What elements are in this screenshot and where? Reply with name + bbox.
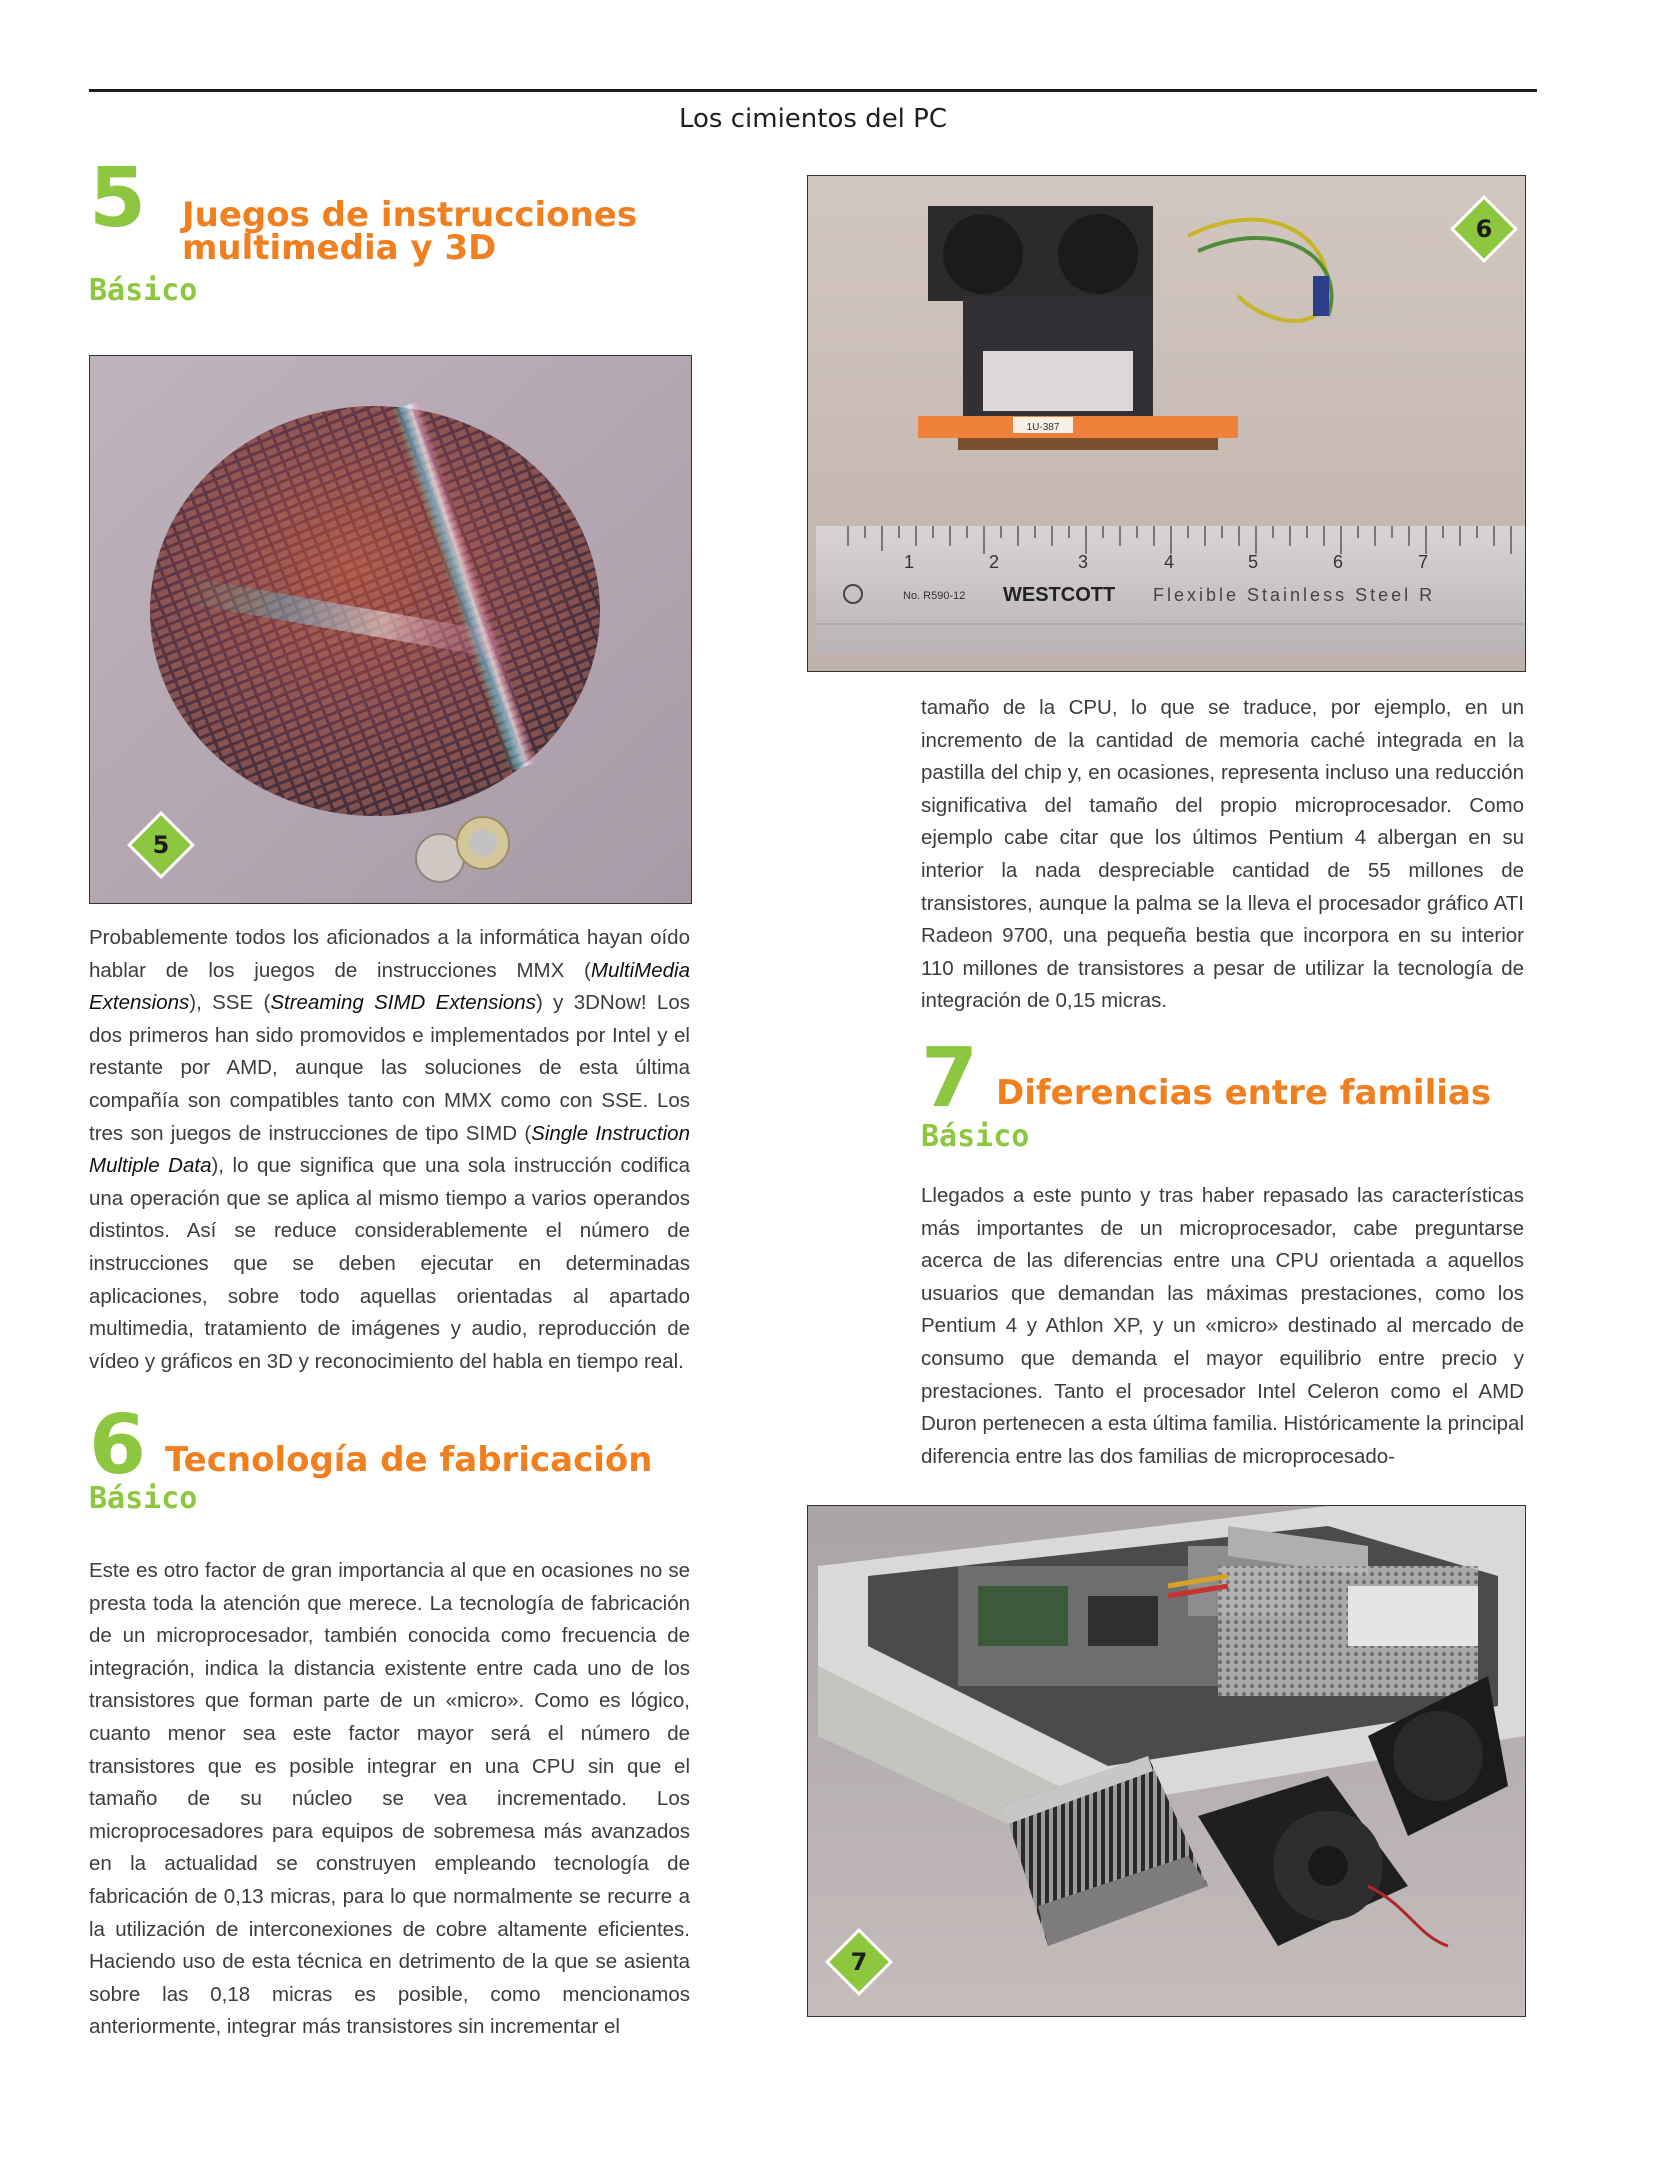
section-5-title-line-1: Juegos de instrucciones	[182, 195, 638, 235]
figure-7-open-pc-photo	[807, 1505, 1526, 2017]
section-5-title-line-2: multimedia y 3D	[182, 228, 497, 268]
ruler-model: No. R590-12	[903, 590, 966, 602]
section-5-level: Básico	[89, 273, 198, 308]
open-pc-illustration	[808, 1506, 1525, 2016]
wafer-illustration	[90, 356, 691, 903]
ruler-number: 2	[989, 552, 1000, 572]
ruler-number: 6	[1333, 552, 1344, 572]
section-7-number: 7	[921, 1031, 979, 1126]
figure-6-cpu-ruler-photo	[807, 175, 1526, 672]
text-run: Probablemente todos los aficionados a la informática hayan oído hablar de los juegos de instrucciones MMX (	[89, 926, 690, 982]
ruler-number: 5	[1248, 552, 1259, 572]
ruler-number: 3	[1078, 552, 1089, 572]
section-6-continuation-paragraph: tamaño de la CPU, lo que se traduce, por ejemplo, en un incremento de la cantidad de memoria caché integrada en la pastilla del chip y, en ocasiones, representa incluso una reducción significativa del tamaño del propio microprocesador. Como ejemplo cabe citar que los últimos Pentium 4 albergan en su interior la nada despreciable cantidad de 55 millones de transistores, aunque la palma se la lleva el procesador gráfico ATI Radeon 9700, una pequeña bestia que incorpora en su interior 110 millones de transistores a pesar de utilizar la tecnología de integración de 0,15 micras.	[921, 696, 1524, 1013]
ruler-number: 4	[1164, 552, 1175, 572]
italic-term: Single Instruction Multiple Data	[89, 1121, 690, 1178]
ruler-number: 7	[1418, 552, 1429, 572]
section-6-body	[89, 1555, 690, 2044]
section-5-paragraph	[89, 922, 690, 1378]
figure-5-wafer-photo	[89, 355, 692, 904]
section-6-number: 6	[89, 1398, 147, 1493]
chip-label: 1U-387	[1026, 422, 1060, 433]
section-6-level: Básico	[89, 1481, 198, 1516]
section-7-body	[921, 1180, 1524, 1473]
text-run: ) y 3DNow! Los dos primeros han sido promovidos e implementados por Intel y el restante por AMD, aunque las soluciones de esta última compañía son compatibles tanto con MMX como con SSE. Los tres son juegos de instrucciones de tipo SIMD (	[89, 991, 690, 1145]
section-7-level: Básico	[921, 1119, 1030, 1154]
cpu-ruler-illustration	[808, 176, 1525, 671]
section-6-continuation-body	[921, 692, 1524, 1018]
text-run: ), SSE (	[189, 991, 271, 1015]
section-5-body	[89, 922, 690, 1378]
text-run: ), lo que significa que una sola instrucción codifica una operación que se aplica al mismo tiempo a varios operandos distintos. Así se reduce considerablemente el número de instrucciones que se deben ejecutar en determinadas aplicaciones, sobre todo aquellas orientadas al apartado multimedia, tratamiento de imágenes y audio, reproducción de vídeo y gráficos en 3D y reconocimiento del habla en tiempo real.	[89, 1154, 690, 1373]
header-rule	[89, 89, 1537, 92]
ruler-description: Flexible Stainless Steel R	[1153, 585, 1436, 605]
section-5-number: 5	[89, 151, 147, 246]
figure-6-badge-label: 6	[1475, 215, 1493, 243]
italic-term: Streaming SIMD Extensions	[270, 991, 536, 1015]
ruler-number: 1	[904, 552, 915, 572]
section-6-paragraph: Este es otro factor de gran importancia al que en ocasiones no se presta toda la atención que merece. La tecnología de fabricación de un microprocesador, también conocida como frecuencia de integración, indica la distancia existente entre cada uno de los transistores que forman parte de un «micro». Como es lógico, cuanto menor sea este factor mayor será el número de transistores que es posible integrar en una CPU sin que el tamaño de su núcleo se vea incrementado. Los microprocesadores para equipos de sobremesa más avanzados en la actualidad se construyen empleando tecnología de fabricación de 0,13 micras, para lo que normalmente se recurre a la utilización de interconexiones de cobre altamente eficientes. Haciendo uso de esta técnica en detrimento de la que se asienta sobre las 0,18 micras es posible, como mencionamos anteriormente, integrar más transistores sin incrementar el	[89, 1559, 690, 2039]
figure-5-badge-label: 5	[152, 831, 170, 859]
running-head: Los cimientos del PC	[678, 104, 948, 134]
italic-term: MultiMedia Extensions	[89, 958, 690, 1015]
section-7-paragraph: Llegados a este punto y tras haber repasado las características más importantes de un microprocesador, cabe preguntarse acerca de las diferencias entre una CPU orientada a aquellos usuarios que demandan las máximas prestaciones, como los Pentium 4 y Athlon XP, y un «micro» destinado al mercado de consumo que demanda el mayor equilibrio entre precio y prestaciones. Tanto el procesador Intel Celeron como el AMD Duron pertenecen a esta última familia. Históricamente la principal diferencia entre las dos familias de microprocesado-	[921, 1184, 1524, 1468]
section-7-title: Diferencias entre familias	[996, 1073, 1492, 1113]
figure-7-badge-label: 7	[850, 1948, 868, 1976]
section-6-title: Tecnología de fabricación	[165, 1440, 653, 1480]
ruler-brand: WESTCOTT	[1003, 584, 1116, 606]
